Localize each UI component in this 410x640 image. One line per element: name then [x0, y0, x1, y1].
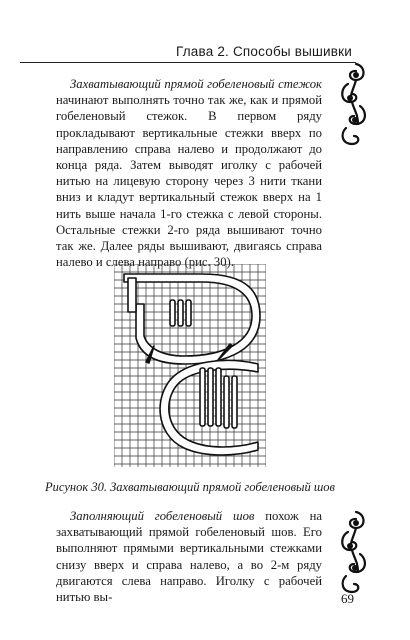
paragraph-1	[56, 76, 322, 270]
page-number: 69	[341, 591, 354, 606]
paragraph-body: похож на захватывающий прямой гобеленовый шов. Его выполняют прямыми вертикальными стежками снизу вверх и справа налево, а во 2-м ряду двигаются слева направо. Иголку с рабочей нитью вы-	[56, 509, 322, 605]
term-lead: Захватывающий прямой гобеленовый стежок	[70, 77, 322, 91]
term-lead: Заполняющий гобеленовый шов	[70, 509, 255, 523]
chapter-title: Глава 2. Способы вышивки	[175, 44, 352, 59]
scroll-ornament-icon	[336, 58, 370, 148]
figure-caption: Рисунок 30. Захватывающий прямой гобеленовый шов	[45, 480, 335, 494]
running-header	[20, 44, 356, 63]
paragraph-2	[56, 508, 322, 605]
paragraph-body: начинают выполнять точно так же, как и прямой гобеленовый стежок. В первом ряду прокладывают вертикальные стежки вверх по направлению справа налево и продолжают до конца ряда. Затем выводят иголку с рабочей нитью на лицевую сторону через 3 нити ткани вниз и кладут вертикальный стежок вверх на 1 нить выше начала 1-го стежка с левой стороны. Остальные стежки 2-го ряда вышивают точно так же. Далее ряды вышивают, двигаясь справа налево и слева направо (рис. 30).	[56, 93, 322, 270]
stitch-diagram-icon	[114, 264, 266, 467]
scroll-ornament-icon	[336, 506, 370, 596]
